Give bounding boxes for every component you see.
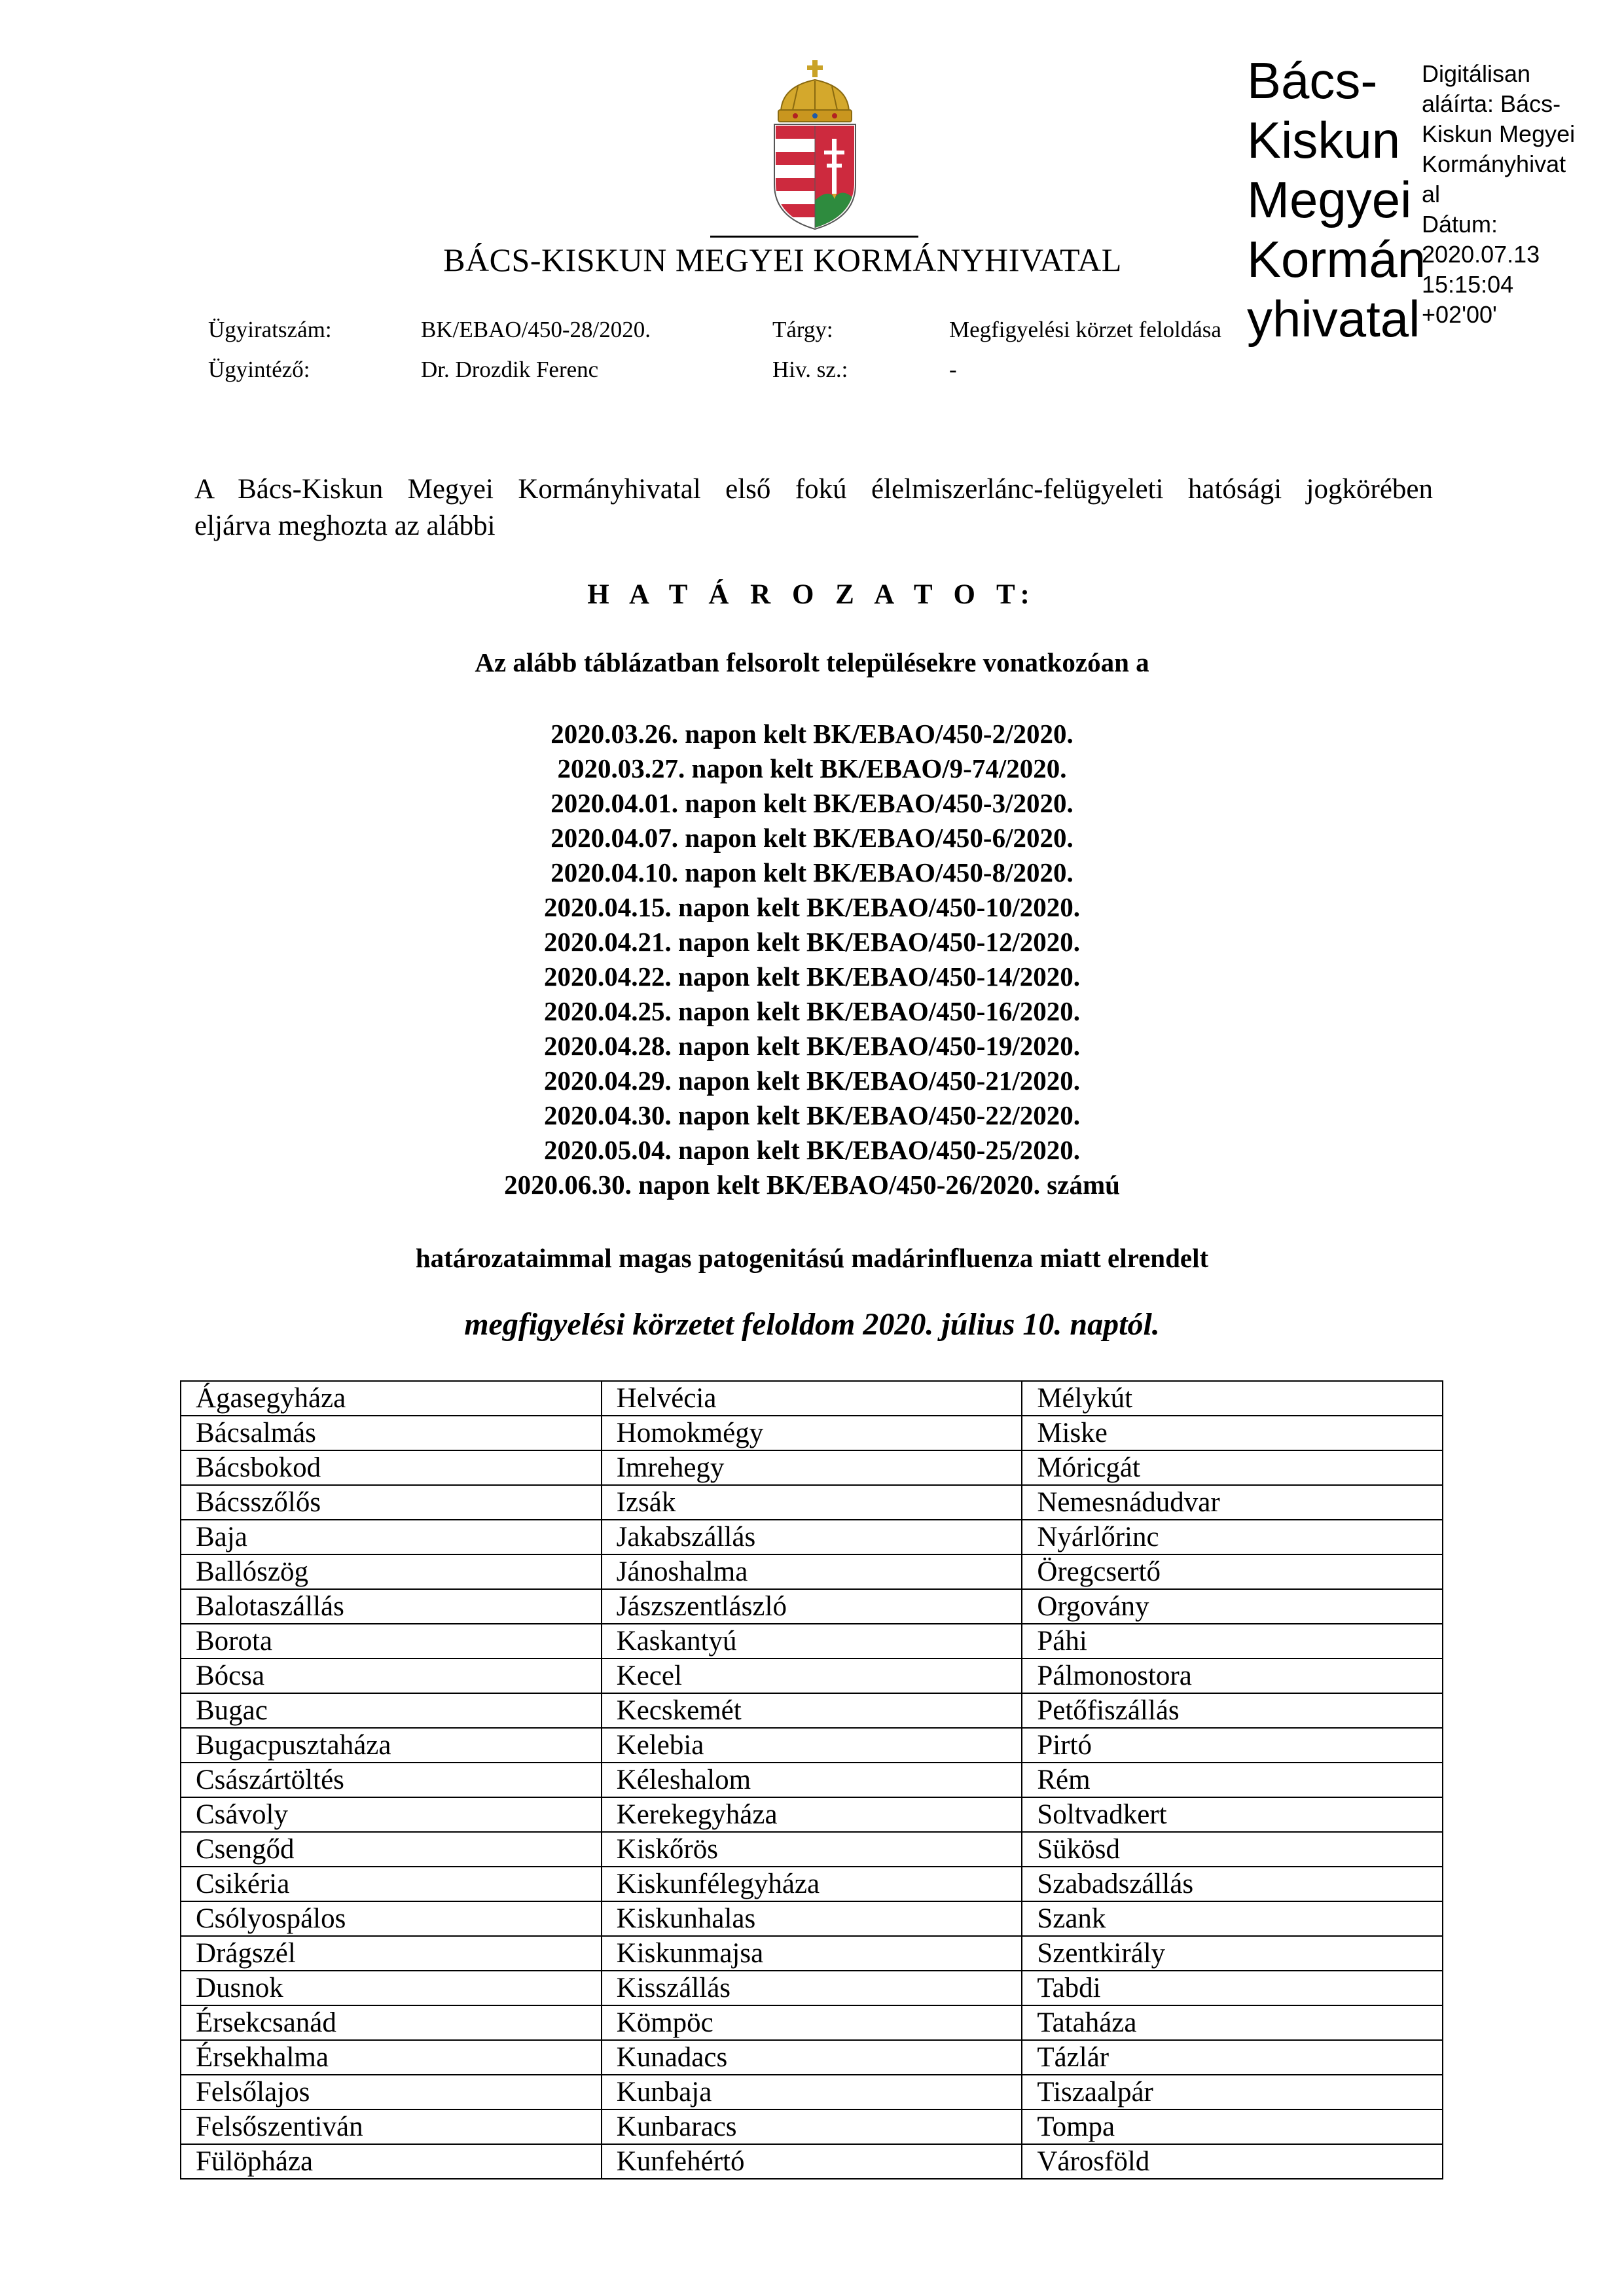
table-cell: Bugac [181,1693,602,1728]
table-cell: Kisszállás [602,1971,1022,2005]
table-row [181,1485,1443,1520]
table-cell: Felsőszentiván [181,2109,602,2144]
table-cell: Jánoshalma [602,1554,1022,1589]
table-cell: Kunbaja [602,2075,1022,2109]
table-row [181,1589,1443,1624]
case-number: BK/EBAO/450-28/2020. [421,317,651,342]
table-cell: Kéleshalom [602,1763,1022,1797]
handler-label: Ügyintéző: [208,357,310,382]
signature-detail-line: Digitálisan [1422,60,1531,87]
table-row [181,1693,1443,1728]
table-cell: Kiskunhalas [602,1901,1022,1936]
table-row [181,1624,1443,1659]
table-row [181,1381,1443,1416]
table-cell: Imrehegy [602,1450,1022,1485]
table-cell: Nemesnádudvar [1022,1485,1443,1520]
signature-signer-line: Bács- [1247,52,1378,109]
table-row [181,1520,1443,1554]
table-cell: Kelebia [602,1728,1022,1763]
table-cell: Szank [1022,1901,1443,1936]
reference-item: 2020.04.01. napon kelt BK/EBAO/450-3/2020. [550,788,1074,818]
subject: Megfigyelési körzet feloldása [949,317,1221,342]
reference-item: 2020.04.28. napon kelt BK/EBAO/450-19/2020. [544,1031,1080,1061]
table-cell: Jakabszállás [602,1520,1022,1554]
table-cell: Csengőd [181,1832,602,1867]
table-cell: Érsekcsanád [181,2005,602,2040]
table-cell: Bácsbokod [181,1450,602,1485]
table-cell: Baja [181,1520,602,1554]
table-cell: Kiskunfélegyháza [602,1867,1022,1901]
table-cell: Jászszentlászló [602,1589,1022,1624]
table-cell: Kaskantyú [602,1624,1022,1659]
table-cell: Balotaszállás [181,1589,602,1624]
table-row [181,2005,1443,2040]
reference-item: 2020.04.15. napon kelt BK/EBAO/450-10/2020. [544,892,1080,922]
reference-item: 2020.04.30. napon kelt BK/EBAO/450-22/2020. [544,1100,1080,1130]
table-cell: Érsekhalma [181,2040,602,2075]
table-cell: Tataháza [1022,2005,1443,2040]
table-cell: Tázlár [1022,2040,1443,2075]
table-cell: Mélykút [1022,1381,1443,1416]
table-cell: Sükösd [1022,1832,1443,1867]
signature-details [1422,59,1575,330]
table-cell: Izsák [602,1485,1022,1520]
table-row [181,1763,1443,1797]
intro-paragraph [194,471,1433,545]
table-cell: Homokmégy [602,1416,1022,1450]
table-cell: Csikéria [181,1867,602,1901]
table-row [181,1867,1443,1901]
subject-label: Tárgy: [772,317,833,342]
final-statement: megfigyelési körzetet feloldom 2020. július 10. naptól. [464,1307,1160,1342]
table-cell: Petőfiszállás [1022,1693,1443,1728]
table-row [181,1832,1443,1867]
reference-item: 2020.06.30. napon kelt BK/EBAO/450-26/2020. számú [504,1170,1120,1200]
reference-item: 2020.04.10. napon kelt BK/EBAO/450-8/2020. [550,857,1074,888]
reference-list [0,717,1624,1202]
signature-detail-line: Kormányhivat [1422,151,1566,177]
table-cell: Helvécia [602,1381,1022,1416]
table-cell: Móricgát [1022,1450,1443,1485]
reference-item: 2020.04.25. napon kelt BK/EBAO/450-16/2020. [544,996,1080,1026]
table-cell: Dusnok [181,1971,602,2005]
table-cell: Szabadszállás [1022,1867,1443,1901]
table-cell: Öregcsertő [1022,1554,1443,1589]
signature-detail-line: al [1422,181,1441,207]
reference-item: 2020.05.04. napon kelt BK/EBAO/450-25/2020. [544,1135,1080,1165]
table-cell: Ágasegyháza [181,1381,602,1416]
handler: Dr. Drozdik Ferenc [421,357,599,382]
table-cell: Bugacpusztaháza [181,1728,602,1763]
conclusion-text: határozataimmal magas patogenitású madárinfluenza miatt elrendelt [415,1243,1209,1273]
places-table [180,1380,1443,2179]
table-row [181,1728,1443,1763]
table-row [181,2109,1443,2144]
table-cell: Rém [1022,1763,1443,1797]
table-cell: Bácsalmás [181,1416,602,1450]
table-cell: Pirtó [1022,1728,1443,1763]
reference-item: 2020.03.27. napon kelt BK/EBAO/9-74/2020. [557,753,1067,783]
table-row [181,2040,1443,2075]
hungarian-coat-of-arms-icon [769,60,861,230]
table-cell: Kiskunmajsa [602,1936,1022,1971]
table-cell: Kunadacs [602,2040,1022,2075]
decision-subheading: Az alább táblázatban felsorolt településekre vonatkozóan a [475,647,1149,677]
table-cell: Ballószög [181,1554,602,1589]
table-cell: Borota [181,1624,602,1659]
table-cell: Orgovány [1022,1589,1443,1624]
table-row [181,2075,1443,2109]
reference-item: 2020.04.21. napon kelt BK/EBAO/450-12/2020. [544,927,1080,957]
reference: - [949,357,957,382]
table-cell: Tabdi [1022,1971,1443,2005]
reference-item: 2020.04.07. napon kelt BK/EBAO/450-6/2020. [550,823,1074,853]
signature-signer-line: Megyei [1247,171,1412,228]
table-row [181,1554,1443,1589]
organization-name: BÁCS-KISKUN MEGYEI KORMÁNYHIVATAL [443,242,1122,278]
table-cell: Tompa [1022,2109,1443,2144]
case-number-label: Ügyiratszám: [208,317,332,342]
signature-signer-name [1247,51,1426,349]
table-cell: Kömpöc [602,2005,1022,2040]
table-cell: Városföld [1022,2144,1443,2179]
table-cell: Bácsszőlős [181,1485,602,1520]
table-cell: Pálmonostora [1022,1659,1443,1693]
table-cell: Császártöltés [181,1763,602,1797]
decision-heading: H A T Á R O Z A T O T: [587,579,1037,610]
signature-signer-line: yhivatal [1247,290,1420,348]
intro-line: eljárva meghozta az alábbi [194,511,496,541]
signature-detail-line: aláírta: Bács- [1422,90,1561,117]
reference-item: 2020.03.26. napon kelt BK/EBAO/450-2/2020. [550,719,1074,749]
table-cell: Drágszél [181,1936,602,1971]
table-cell: Soltvadkert [1022,1797,1443,1832]
signature-detail-line: +02'00' [1422,301,1497,328]
signature-signer-line: Kormán [1247,230,1426,288]
table-cell: Miske [1022,1416,1443,1450]
table-row [181,1797,1443,1832]
table-cell: Kunfehértó [602,2144,1022,2179]
table-row [181,1936,1443,1971]
table-cell: Csólyospálos [181,1901,602,1936]
header-divider [710,236,918,238]
table-cell: Felsőlajos [181,2075,602,2109]
table-cell: Fülöpháza [181,2144,602,2179]
signature-detail-line: Dátum: [1422,211,1498,238]
table-cell: Nyárlőrinc [1022,1520,1443,1554]
table-row [181,1901,1443,1936]
signature-detail-line: Kiskun Megyei [1422,120,1576,147]
table-row [181,2144,1443,2179]
table-cell: Kecskemét [602,1693,1022,1728]
table-cell: Szentkirály [1022,1936,1443,1971]
reference-label: Hiv. sz.: [772,357,848,382]
table-row [181,1450,1443,1485]
reference-item: 2020.04.22. napon kelt BK/EBAO/450-14/2020. [544,961,1080,992]
table-row [181,1971,1443,2005]
signature-detail-line: 15:15:04 [1422,271,1514,298]
table-cell: Kunbaracs [602,2109,1022,2144]
signature-signer-line: Kiskun [1247,111,1401,169]
intro-line: A Bács-Kiskun Megyei Kormányhivatal első fokú élelmiszerlánc-felügyeleti hatósági jogkörében [194,474,1433,505]
reference-item: 2020.04.29. napon kelt BK/EBAO/450-21/2020. [544,1066,1080,1096]
table-cell: Kecel [602,1659,1022,1693]
table-cell: Kiskőrös [602,1832,1022,1867]
table-cell: Kerekegyháza [602,1797,1022,1832]
table-cell: Csávoly [181,1797,602,1832]
table-cell: Páhi [1022,1624,1443,1659]
signature-detail-line: 2020.07.13 [1422,241,1540,268]
table-row [181,1416,1443,1450]
table-row [181,1659,1443,1693]
table-cell: Tiszaalpár [1022,2075,1443,2109]
table-cell: Bócsa [181,1659,602,1693]
